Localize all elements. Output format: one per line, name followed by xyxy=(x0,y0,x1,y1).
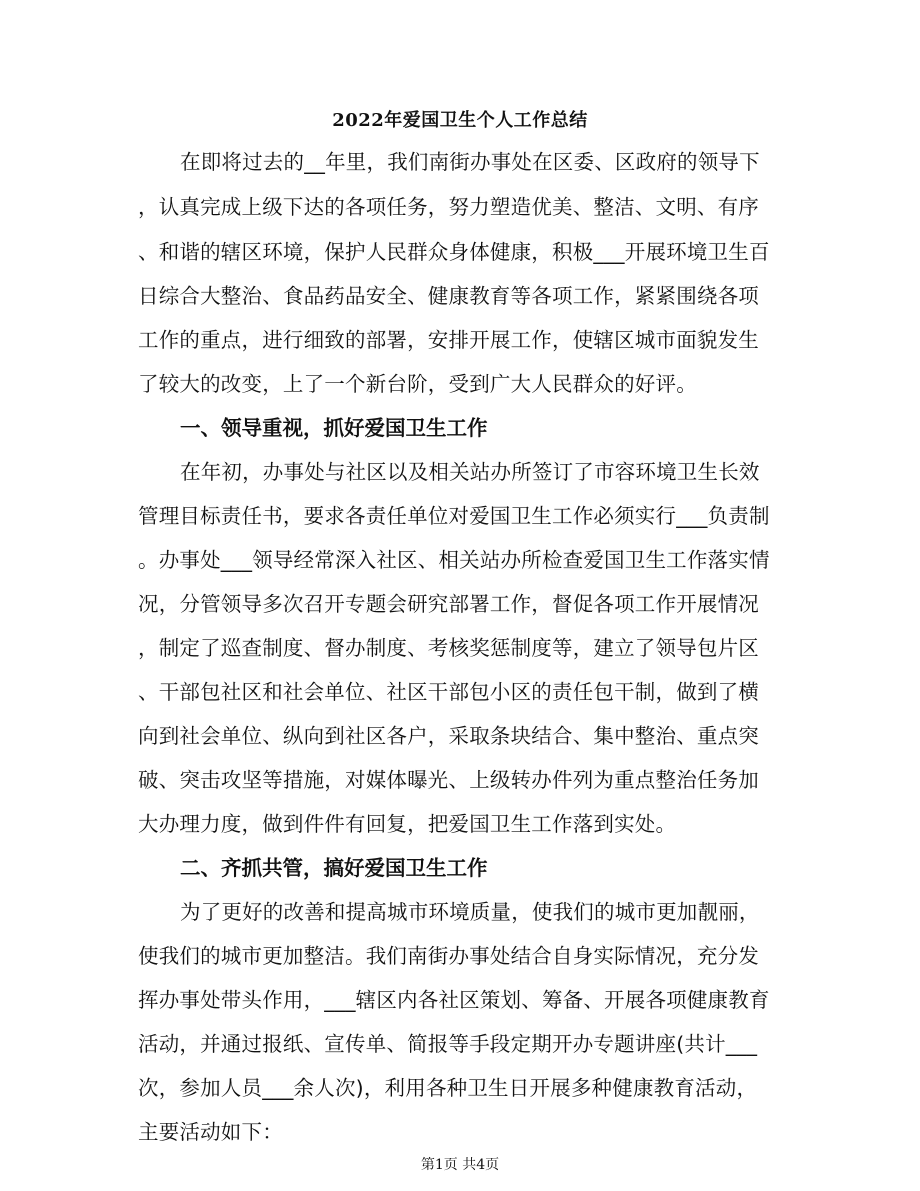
paragraph-line: 向到社会单位、纵向到社区各户，采取条块结合、集中整治、重点突 xyxy=(138,724,759,748)
paragraph-line: 使我们的城市更加整洁。我们南街办事处结合自身实际情况，充分发 xyxy=(138,944,759,968)
paragraph-line: 了较大的改变，上了一个新台阶，受到广大人民群众的好评。 xyxy=(138,372,697,396)
paragraph-line: 况，分管领导多次召开专题会研究部署工作，督促各项工作开展情况 xyxy=(138,592,759,616)
document-title: 2022年爱国卫生个人工作总结 xyxy=(332,110,588,131)
paragraph-line: 破、突击攻坚等措施，对媒体曝光、上级转办件列为重点整治任务加 xyxy=(138,768,759,792)
paragraph-line: 、干部包社区和社会单位、社区干部包小区的责任包干制，做到了横 xyxy=(138,680,759,704)
paragraph-line: 次，参加人员___余人次)，利用各种卫生日开展多种健康教育活动， xyxy=(138,1076,758,1100)
paragraph-line: ，制定了巡查制度、督办制度、考核奖惩制度等，建立了领导包片区 xyxy=(138,636,759,660)
paragraph-line: 大办理力度，做到件件有回复，把爱国卫生工作落到实处。 xyxy=(138,812,677,836)
paragraph-line: 在年初，办事处与社区以及相关站办所签订了市容环境卫生长效 xyxy=(180,460,760,484)
paragraph-line: 挥办事处带头作用，___辖区内各社区策划、筹备、开展各项健康教育 xyxy=(138,988,770,1012)
paragraph-line: 日综合大整治、食品药品安全、健康教育等各项工作，紧紧围绕各项 xyxy=(138,284,759,308)
paragraph-line: 工作的重点，进行细致的部署，安排开展工作，使辖区城市面貌发生 xyxy=(138,328,759,352)
paragraph-line: 、和谐的辖区环境，保护人民群众身体健康，积极___开展环境卫生百 xyxy=(138,240,770,264)
paragraph-line: 在即将过去的__年里，我们南街办事处在区委、区政府的领导下 xyxy=(180,150,760,174)
paragraph-line: 为了更好的改善和提高城市环境质量，使我们的城市更加靓丽， xyxy=(180,900,760,924)
page-footer: 第1页 共4页 xyxy=(420,1157,500,1173)
paragraph-line: 活动，并通过报纸、宣传单、简报等手段定期开办专题讲座(共计___ xyxy=(138,1032,758,1056)
paragraph-line: 管理目标责任书，要求各责任单位对爱国卫生工作必须实行___负责制 xyxy=(138,504,770,528)
section-heading-1: 一、领导重视，抓好爱国卫生工作 xyxy=(180,416,488,440)
paragraph-line: ，认真完成上级下达的各项任务，努力塑造优美、整洁、文明、有序 xyxy=(138,195,759,219)
section-heading-2: 二、齐抓共管，搞好爱国卫生工作 xyxy=(180,856,488,880)
paragraph-line: 。办事处___领导经常深入社区、相关站办所检查爱国卫生工作落实情 xyxy=(138,548,770,572)
paragraph-line: 主要活动如下： xyxy=(138,1120,283,1144)
